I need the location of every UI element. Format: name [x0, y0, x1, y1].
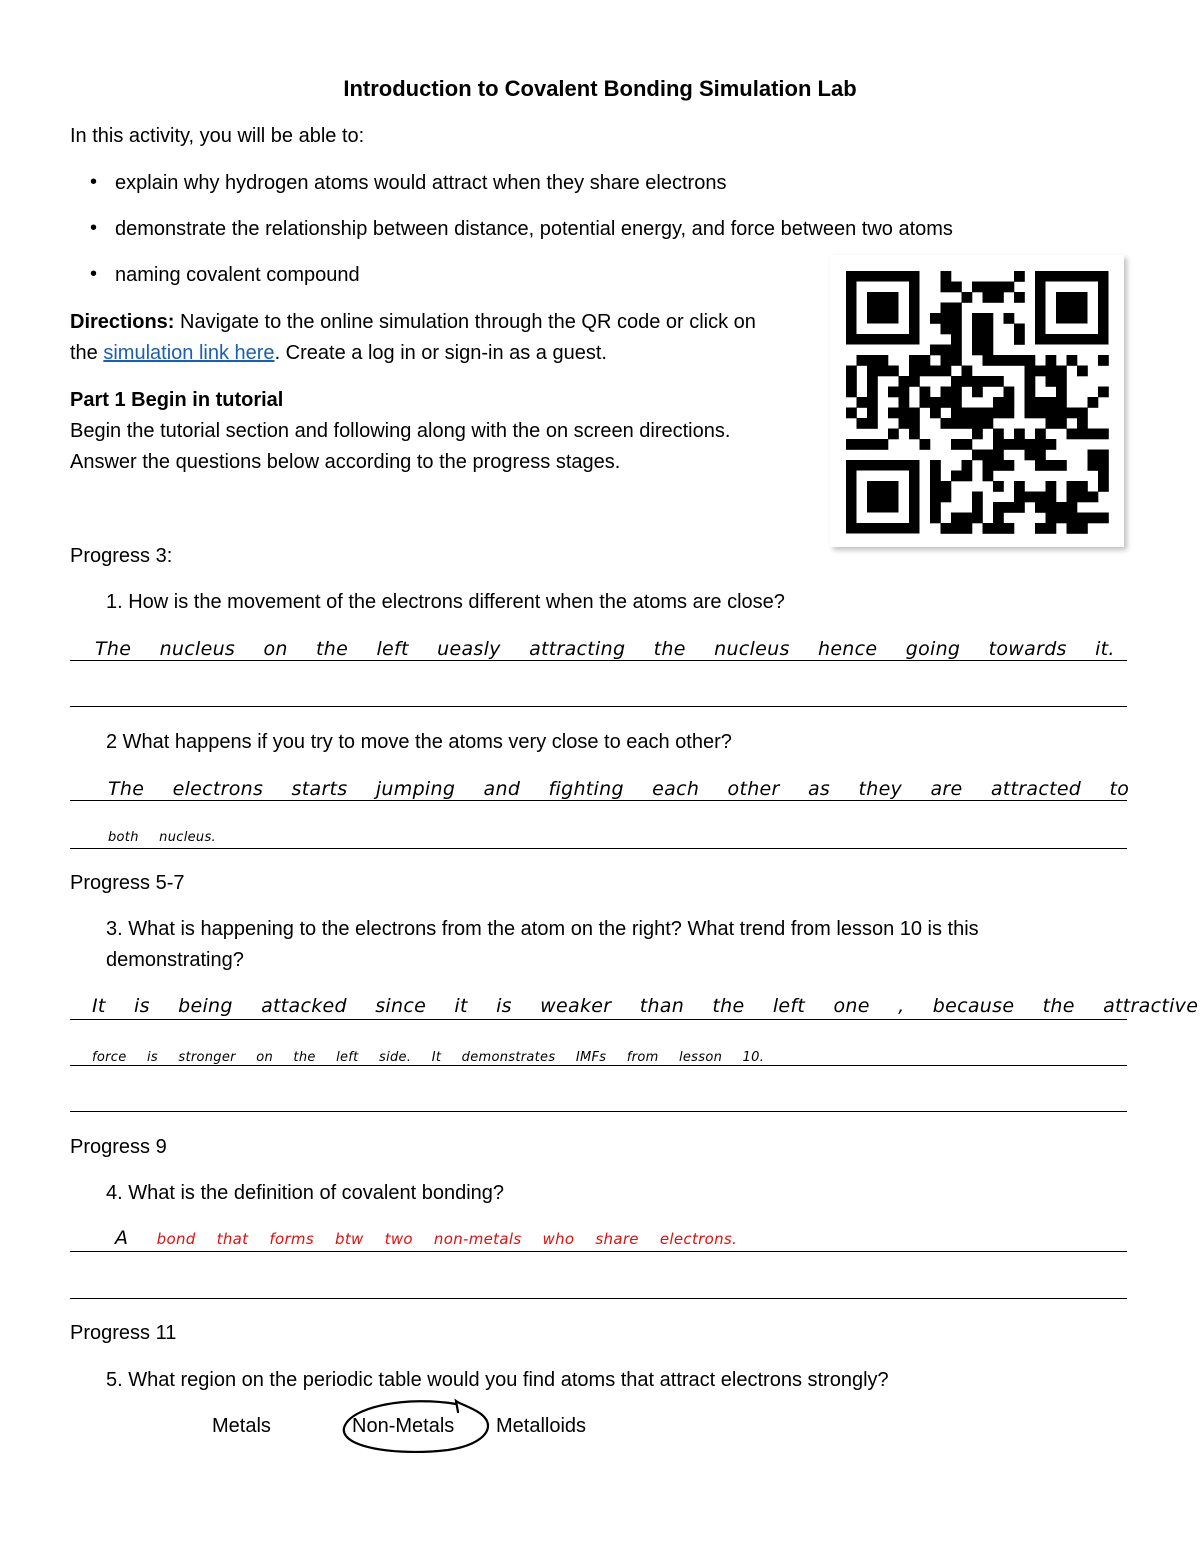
qr-module — [972, 429, 983, 440]
qr-module — [857, 397, 868, 408]
qr-module — [857, 418, 868, 429]
qr-module — [972, 324, 983, 335]
qr-module — [1014, 355, 1025, 366]
answer-circle-mark — [338, 1398, 498, 1456]
qr-module — [951, 355, 962, 366]
qr-module — [1067, 513, 1078, 524]
qr-module — [1046, 418, 1057, 429]
question-2: 2 What happens if you try to move the atoms very close to each other? — [106, 731, 732, 753]
qr-module — [1088, 460, 1099, 471]
qr-module — [983, 313, 994, 324]
qr-module — [1088, 492, 1099, 503]
qr-module — [941, 397, 952, 408]
qr-module — [941, 481, 952, 492]
page-title: Introduction to Covalent Bonding Simulation Lab — [343, 76, 857, 101]
qr-module — [1014, 334, 1025, 345]
answer-2: both nucleus. — [108, 830, 216, 845]
qr-module — [888, 387, 899, 398]
qr-module — [951, 282, 962, 293]
qr-module — [867, 355, 878, 366]
qr-module — [1067, 502, 1078, 513]
qr-module — [888, 366, 899, 377]
qr-module — [1067, 408, 1078, 419]
qr-module — [920, 366, 931, 377]
qr-module — [972, 282, 983, 293]
qr-module — [972, 502, 983, 513]
qr-module — [920, 439, 931, 450]
qr-module — [1035, 450, 1046, 461]
qr-module — [899, 376, 910, 387]
qr-module — [878, 366, 889, 377]
answer-line — [70, 1019, 1127, 1020]
qr-module — [1035, 492, 1046, 503]
qr-module — [1077, 366, 1088, 377]
qr-module — [1035, 408, 1046, 419]
qr-module — [1046, 439, 1057, 450]
qr-module — [1004, 313, 1015, 324]
question-1: 1. How is the movement of the electrons different when the atoms are close? — [106, 591, 785, 613]
qr-module — [951, 408, 962, 419]
qr-module — [972, 492, 983, 503]
directions-line-2: the simulation link here. Create a log in or sign-in as a guest. — [70, 342, 607, 364]
qr-module — [1035, 439, 1046, 450]
qr-module — [930, 502, 941, 513]
qr-module — [909, 366, 920, 377]
qr-module — [993, 450, 1004, 461]
qr-module — [1056, 460, 1067, 471]
qr-module — [941, 418, 952, 429]
part1-instruction: Begin the tutorial section and following along with the on screen directions. — [70, 420, 731, 442]
directions-label: Directions: — [70, 311, 175, 333]
qr-module — [1004, 355, 1015, 366]
qr-module — [1067, 429, 1078, 440]
qr-module — [867, 418, 878, 429]
qr-module — [909, 355, 920, 366]
qr-code-icon — [830, 255, 1124, 547]
qr-module — [1046, 513, 1057, 524]
qr-module — [930, 481, 941, 492]
qr-module — [951, 387, 962, 398]
answer-line — [70, 1298, 1127, 1299]
answer-line — [70, 1065, 1127, 1066]
qr-module — [1014, 292, 1025, 303]
qr-module — [951, 418, 962, 429]
qr-module — [962, 513, 973, 524]
qr-module — [983, 408, 994, 419]
answer-1: The nucleus on the left ueasly attracting the nucleus hence going towards it. — [95, 638, 1115, 660]
qr-module — [846, 408, 857, 419]
qr-module — [941, 313, 952, 324]
qr-module — [1004, 502, 1015, 513]
qr-module — [993, 376, 1004, 387]
qr-module — [993, 355, 1004, 366]
progress-label: Progress 3: — [70, 545, 173, 567]
qr-module — [993, 460, 1004, 471]
qr-module — [1056, 513, 1067, 524]
qr-module — [1004, 387, 1015, 398]
answer-line — [70, 1251, 1127, 1252]
qr-module — [983, 355, 994, 366]
qr-module — [1046, 397, 1057, 408]
qr-module — [930, 345, 941, 356]
qr-module — [1014, 271, 1025, 282]
qr-module — [1014, 439, 1025, 450]
qr-module — [1004, 460, 1015, 471]
qr-module — [941, 355, 952, 366]
qr-module — [972, 334, 983, 345]
qr-module — [1035, 429, 1046, 440]
qr-module — [1056, 376, 1067, 387]
qr-module — [867, 387, 878, 398]
qr-module — [1077, 492, 1088, 503]
qr-module — [993, 481, 1004, 492]
choice-non-metals[interactable]: Non-Metals — [352, 1415, 455, 1437]
qr-module — [993, 408, 1004, 419]
qr-module — [962, 292, 973, 303]
qr-module — [920, 355, 931, 366]
qr-module — [1014, 429, 1025, 440]
intro-text: In this activity, you will be able to: — [70, 125, 365, 147]
qr-module — [993, 502, 1004, 513]
qr-module — [972, 418, 983, 429]
qr-module — [951, 324, 962, 335]
qr-module — [909, 408, 920, 419]
qr-module — [846, 376, 857, 387]
qr-module — [846, 366, 857, 377]
qr-module — [867, 397, 878, 408]
qr-module — [1098, 387, 1109, 398]
qr-module — [1025, 376, 1036, 387]
qr-module — [1004, 397, 1015, 408]
qr-module — [1088, 450, 1099, 461]
qr-module — [1056, 418, 1067, 429]
qr-module — [1004, 282, 1015, 293]
qr-module — [972, 450, 983, 461]
worksheet-page: Introduction to Covalent Bonding Simulation Lab In this activity, you will be able to: explain why hydrogen atoms would attract when they share electrons demonstrate the relationship between distance, potential energy, and force between two atoms naming covalent compound Directions: Navigate to the online simulation through the QR code or click on the simulation link here. Create a log in or sign-in as a guest. Part 1 Begin in tutorial Begin the tutorial section and following along with the on screen directions. Answer the questions below according to the progress stages. Progress 3: 1. How is the movement of the electrons different when the atoms are close? The nucleus on the left ueasly attracting the nucleus hence going towards it. 2 What happens if you try to move the atoms very close to each other? The electrons starts jumping and fighting each other as they are attracted to both nucleus. Progress 5-7 3. What is happening to the electrons from the atom on the right? What trend from lesson 10 is this demonstrating? It is being attacked since it is weaker than the left one , because the attractive force is stronger on the left side. It demonstrates IMFs from lesson 10. Progress 9 4. What is the definition of covalent bonding? A bond that forms btw two non-metals who share electrons. Progress 11 5. What region on the periodic table would you find atoms that attract electrons strongly? Metals Non-Metals Metalloids — [0, 0, 1200, 1553]
qr-module — [1067, 492, 1078, 503]
qr-module — [972, 387, 983, 398]
qr-module — [1035, 523, 1046, 534]
qr-module — [941, 282, 952, 293]
qr-module — [920, 397, 931, 408]
qr-module — [1014, 481, 1025, 492]
qr-module — [951, 397, 962, 408]
qr-module — [1098, 355, 1109, 366]
qr-module — [930, 313, 941, 324]
qr-module — [1077, 523, 1088, 534]
qr-module — [983, 418, 994, 429]
qr-module — [846, 439, 857, 450]
qr-module — [962, 523, 973, 534]
simulation-link[interactable]: simulation link here — [103, 342, 275, 364]
qr-module — [930, 397, 941, 408]
qr-module — [1046, 523, 1057, 534]
qr-module — [993, 397, 1004, 408]
answer-line — [70, 1111, 1127, 1112]
qr-module — [962, 471, 973, 482]
progress-label: Progress 5-7 — [70, 872, 185, 894]
qr-module — [993, 292, 1004, 303]
qr-module — [857, 439, 868, 450]
choice-metals[interactable]: Metals — [212, 1415, 271, 1437]
qr-module — [1067, 355, 1078, 366]
qr-module — [962, 366, 973, 377]
qr-module — [983, 471, 994, 482]
qr-module — [941, 366, 952, 377]
part1-instruction: Answer the questions below according to the progress stages. — [70, 451, 621, 473]
qr-module — [930, 460, 941, 471]
qr-module — [993, 429, 1004, 440]
answer-3: It is being attacked since it is weaker than the left one , because the attractive — [92, 995, 1199, 1017]
qr-module — [983, 324, 994, 335]
qr-module — [1046, 355, 1057, 366]
qr-module — [983, 292, 994, 303]
qr-module — [972, 313, 983, 324]
qr-module — [941, 492, 952, 503]
qr-module — [972, 513, 983, 524]
qr-module — [993, 513, 1004, 524]
qr-module — [1035, 397, 1046, 408]
qr-module — [930, 471, 941, 482]
qr-module — [983, 376, 994, 387]
qr-module — [1077, 408, 1088, 419]
qr-module — [878, 439, 889, 450]
qr-module — [1098, 429, 1109, 440]
qr-module — [878, 355, 889, 366]
qr-module — [888, 408, 899, 419]
qr-module — [951, 513, 962, 524]
qr-module — [888, 429, 899, 440]
qr-module — [867, 439, 878, 450]
answer-line — [70, 800, 1127, 801]
qr-module — [983, 460, 994, 471]
qr-module — [941, 523, 952, 534]
qr-module — [909, 418, 920, 429]
qr-module — [983, 450, 994, 461]
qr-module — [951, 376, 962, 387]
qr-module — [1035, 366, 1046, 377]
qr-module — [972, 345, 983, 356]
question-5: 5. What region on the periodic table would you find atoms that attract electrons strongly? — [106, 1369, 889, 1391]
qr-module — [899, 387, 910, 398]
qr-module — [1077, 418, 1088, 429]
qr-module — [962, 408, 973, 419]
qr-module — [867, 408, 878, 419]
answer-3: force is stronger on the left side. It demonstrates IMFs from lesson 10. — [92, 1050, 765, 1065]
qr-module — [1025, 397, 1036, 408]
qr-module — [941, 303, 952, 314]
qr-module — [972, 376, 983, 387]
qr-finder-center — [867, 292, 899, 324]
qr-finder-center — [1056, 292, 1088, 324]
answer-line — [70, 660, 1127, 661]
qr-module — [1025, 366, 1036, 377]
qr-module — [1004, 523, 1015, 534]
qr-module — [983, 282, 994, 293]
qr-module — [972, 408, 983, 419]
qr-module — [962, 460, 973, 471]
qr-module — [1046, 408, 1057, 419]
qr-module — [1014, 324, 1025, 335]
qr-module — [909, 429, 920, 440]
qr-module — [1025, 408, 1036, 419]
progress-label: Progress 9 — [70, 1136, 167, 1158]
qr-module — [951, 523, 962, 534]
qr-module — [951, 471, 962, 482]
qr-module — [951, 303, 962, 314]
qr-module — [951, 334, 962, 345]
qr-module — [1046, 492, 1057, 503]
question-3: 3. What is happening to the electrons from the atom on the right? What trend from lesson 10 is this — [106, 918, 979, 940]
qr-module — [983, 345, 994, 356]
answer-4: A bond that forms btw two non-metals who share electrons. — [115, 1227, 738, 1249]
qr-module — [1025, 387, 1036, 398]
qr-module — [1046, 376, 1057, 387]
qr-module — [1004, 439, 1015, 450]
qr-module — [962, 439, 973, 450]
answer-line — [70, 848, 1127, 849]
qr-module — [1025, 492, 1036, 503]
qr-module — [920, 387, 931, 398]
qr-module — [1098, 450, 1109, 461]
directions-line-1: Directions: Navigate to the online simulation through the QR code or click on — [70, 311, 756, 333]
qr-module — [930, 366, 941, 377]
qr-module — [1067, 523, 1078, 534]
qr-module — [1088, 397, 1099, 408]
qr-module — [867, 366, 878, 377]
qr-module — [857, 355, 868, 366]
qr-module — [1046, 460, 1057, 471]
qr-module — [1067, 481, 1078, 492]
qr-module — [951, 345, 962, 356]
qr-finder-center — [867, 481, 899, 513]
qr-module — [899, 408, 910, 419]
qr-module — [1025, 450, 1036, 461]
qr-module — [1088, 513, 1099, 524]
qr-module — [930, 513, 941, 524]
qr-module — [1014, 502, 1025, 513]
qr-module — [993, 439, 1004, 450]
qr-module — [951, 439, 962, 450]
qr-module — [983, 334, 994, 345]
qr-module — [1098, 460, 1109, 471]
qr-module — [1025, 439, 1036, 450]
qr-module — [1098, 481, 1109, 492]
qr-module — [1098, 471, 1109, 482]
part1-heading: Part 1 Begin in tutorial — [70, 389, 284, 411]
choice-metalloids[interactable]: Metalloids — [496, 1415, 587, 1437]
qr-module — [899, 418, 910, 429]
qr-module — [941, 387, 952, 398]
qr-module — [1004, 408, 1015, 419]
qr-module — [1046, 481, 1057, 492]
qr-module — [1056, 397, 1067, 408]
qr-module — [1056, 408, 1067, 419]
qr-module — [930, 408, 941, 419]
question-3-cont: demonstrating? — [106, 949, 244, 971]
answer-2: The electrons starts jumping and fighting each other as they are attracted to — [108, 778, 1130, 800]
qr-module — [951, 313, 962, 324]
qr-module — [909, 376, 920, 387]
qr-module — [1035, 460, 1046, 471]
qr-module — [962, 418, 973, 429]
qr-module — [846, 387, 857, 398]
answer-line — [70, 706, 1127, 707]
qr-module — [1056, 366, 1067, 377]
qr-module — [941, 271, 952, 282]
qr-module — [1077, 429, 1088, 440]
qr-module — [1098, 513, 1109, 524]
qr-module — [1046, 502, 1057, 513]
qr-module — [867, 376, 878, 387]
qr-module — [962, 376, 973, 387]
qr-module — [1056, 502, 1067, 513]
qr-module — [1046, 366, 1057, 377]
qr-module — [993, 523, 1004, 534]
qr-module — [1077, 513, 1088, 524]
qr-module — [1077, 481, 1088, 492]
qr-code-image[interactable] — [830, 255, 1124, 547]
qr-module — [941, 324, 952, 335]
qr-module — [1025, 355, 1036, 366]
qr-module — [993, 282, 1004, 293]
qr-module — [1014, 492, 1025, 503]
qr-module — [941, 345, 952, 356]
qr-module — [1088, 429, 1099, 440]
qr-module — [983, 523, 994, 534]
qr-module — [899, 397, 910, 408]
question-4: 4. What is the definition of covalent bonding? — [106, 1182, 505, 1204]
qr-module — [1035, 502, 1046, 513]
qr-module — [930, 492, 941, 503]
progress-label: Progress 11 — [70, 1322, 177, 1344]
qr-module — [1056, 387, 1067, 398]
